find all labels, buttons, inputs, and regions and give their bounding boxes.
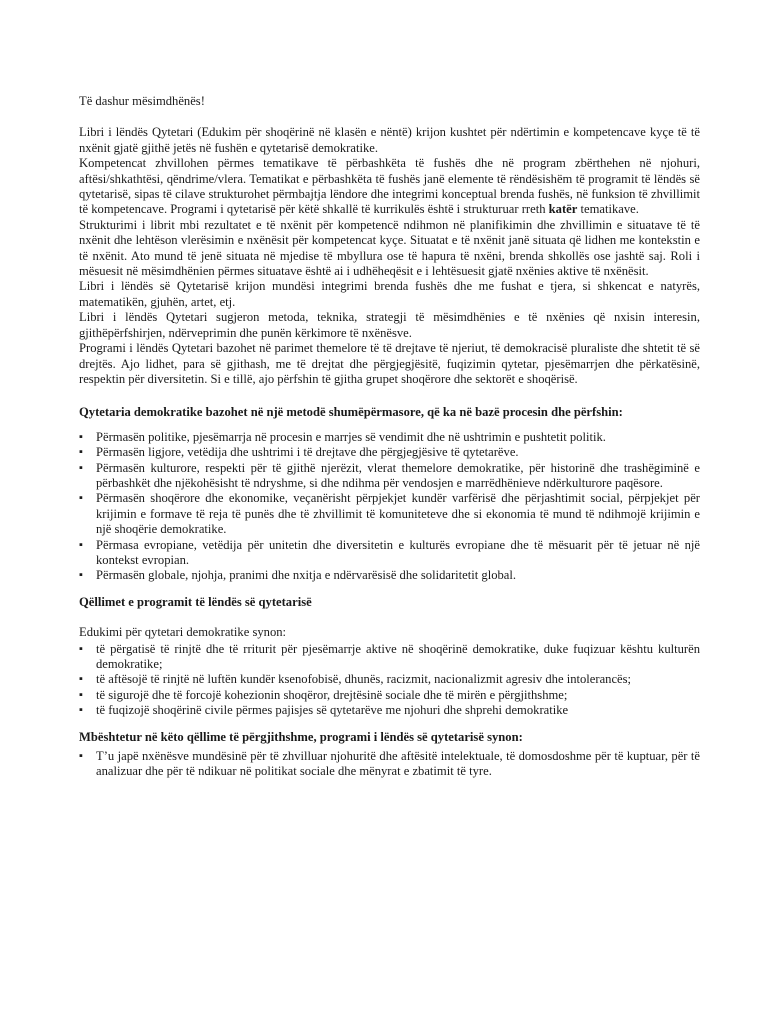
section-heading: Mbështetur në këto qëllime të përgjithshme, programi i lëndës së qytetarisë synon: bbox=[79, 729, 523, 744]
list-item: ▪ të fuqizojë shoqërinë civile përmes pajisjes së qytetarëve me njohuri dhe shprehi demokratike bbox=[79, 703, 700, 718]
section-heading: Qëllimet e programit të lëndës së qytetarisë bbox=[79, 594, 312, 609]
bullet-list bbox=[79, 642, 700, 719]
list-item: ▪ të përgatisë të rinjtë dhe të rriturit për pjesëmarrje aktive në shoqërinë demokratike, duke fuqizuar kështu kulturën demokratike; bbox=[79, 642, 700, 673]
intro-paragraph: Libri i lëndës Qytetari (Edukim për shoqërinë në klasën e nëntë) krijon kushtet për ndërtimin e kompetencave kyçe të të nxënit gjatë gjithë jetës në fushën e qytetarisë demokratike. bbox=[79, 125, 700, 155]
list-item: ▪ Përmasën shoqërore dhe ekonomike, veçanërisht përpjekjet kundër varfërisë dhe përjashtimit social, përpjekjet për krijimin e formave të reja të punës dhe të zhvillimit të komuniteteve dhe si ekonomia të mund të ndihmojë krijimin e një shoqërie demokratike. bbox=[79, 491, 700, 537]
intro-text-suffix: tematikave. bbox=[577, 202, 639, 217]
intro-paragraph: Libri i lëndës Qytetari sugjeron metoda, teknika, strategji të mësimdhënies e të nxënies që nxisin interesin, gjithëpërfshirjen, ndërveprimin dhe punën kërkimore të nxënësve. bbox=[79, 310, 700, 340]
list-item: ▪ Përmasën kulturore, respekti për të gjithë njerëzit, vlerat themelore demokratike, për historinë dhe trashëgiminë e përbashkët dhe njëkohësisht të ndryshme, si dhe ndihma për vendosjen e marrëdhënieve ndërkulturore paqësore. bbox=[79, 461, 700, 492]
section-lead: Edukimi për qytetari demokratike synon: bbox=[79, 625, 287, 640]
list-item: ▪ T’u japë nxënësve mundësinë për të zhvilluar njohuritë dhe aftësitë intelektuale, të domosdoshme për të kuptuar, për të analizuar dhe për të ndikuar në politikat sociale dhe mënyrat e zbatimit të tyre. bbox=[79, 749, 700, 780]
list-item: ▪ Përmasën globale, njohja, pranimi dhe nxitja e ndërvarësisë dhe solidaritetit global. bbox=[79, 568, 700, 583]
list-item: ▪ të sigurojë dhe të forcojë kohezionin shoqëror, drejtësinë sociale dhe të mirën e përgjithshme; bbox=[79, 688, 700, 703]
intro-paragraph bbox=[79, 156, 700, 218]
greeting: Të dashur mësimdhënës! bbox=[79, 94, 205, 108]
bullet-list bbox=[79, 430, 700, 584]
bullet-list bbox=[79, 749, 700, 780]
intro-paragraph: Programi i lëndës Qytetari bazohet në parimet themelore të të drejtave të njeriut, të demokracisë pluraliste dhe shtetit të së drejtës. Ajo lidhet, para së gjithash, me të drejtat dhe përgjegjësitë, fuqizimin qytetar, pjesëmarrjen dhe përkatësinë, respektin për diversitetin. Si e tillë, ajo përfshin të gjitha grupet shoqërore dhe sektorët e shoqërisë. bbox=[79, 341, 700, 386]
list-item: ▪ Përmasën ligjore, vetëdija dhe ushtrimi i të drejtave dhe përgjegjësive të qytetarëve. bbox=[79, 445, 700, 460]
list-item: ▪ Përmasën politike, pjesëmarrja në procesin e marrjes së vendimit dhe në ushtrimin e pushtetit politik. bbox=[79, 430, 700, 445]
intro-section bbox=[79, 125, 700, 387]
list-item: ▪ Përmasa evropiane, vetëdija për unitetin dhe diversitetin e kulturës evropiane dhe të mësuarit për të jetuar në një kontekst evropian. bbox=[79, 538, 700, 569]
intro-paragraph: Libri i lëndës së Qytetarisë krijon mundësi integrimi brenda fushës dhe me fushat e tjera, si shkencat e natyrës, matematikën, gjuhën, artet, etj. bbox=[79, 279, 700, 309]
section-heading: Qytetaria demokratike bazohet në një metodë shumëpërmasore, që ka në bazë procesin dhe përfshin: bbox=[79, 405, 623, 420]
document-body bbox=[79, 94, 700, 780]
intro-paragraph: Strukturimi i librit mbi rezultatet e të nxënit për kompetencë ndihmon në planifikimin dhe zhvillimin e situatave të të nxënit dhe lehtëson vlerësimin e nxënësit për kompetencat kyçe. Situatat e të nxënit janë situata që lidhen me kontekstin e të nxënit. Ato mund të jenë situata në mjedise të mbyllura ose të hapura të nxëni, brenda shkollës ose jashtë saj. Roli i mësuesit në mësimdhënien përmes situatave është ai i udhëheqësit e i lehtësuesit gjatë nxënies aktive të nxënësit. bbox=[79, 217, 700, 279]
bold-word: katër bbox=[548, 202, 578, 217]
intro-text: Kompetencat zhvillohen përmes tematikave të përbashkëta të fushës dhe në program zbërthehen në njohuri, aftësi/shkathtësi, qëndrime/vlera. Tematikat e përbashkëta të fushës janë elemente të rëndësishëm të programit të lëndës së qytetarisë, sipas të cilave strukturohet përmbajtja lëndore dhe integrimi konceptual brenda fushës, në funksion të zhvillimit të kompetencave. Programi i qytetarisë për këtë shkallë të kurrikulës është i strukturuar rreth bbox=[79, 156, 700, 217]
list-item: ▪ të aftësojë të rinjtë në luftën kundër ksenofobisë, dhunës, racizmit, nacionalizmit agresiv dhe intolerancës; bbox=[79, 672, 700, 687]
